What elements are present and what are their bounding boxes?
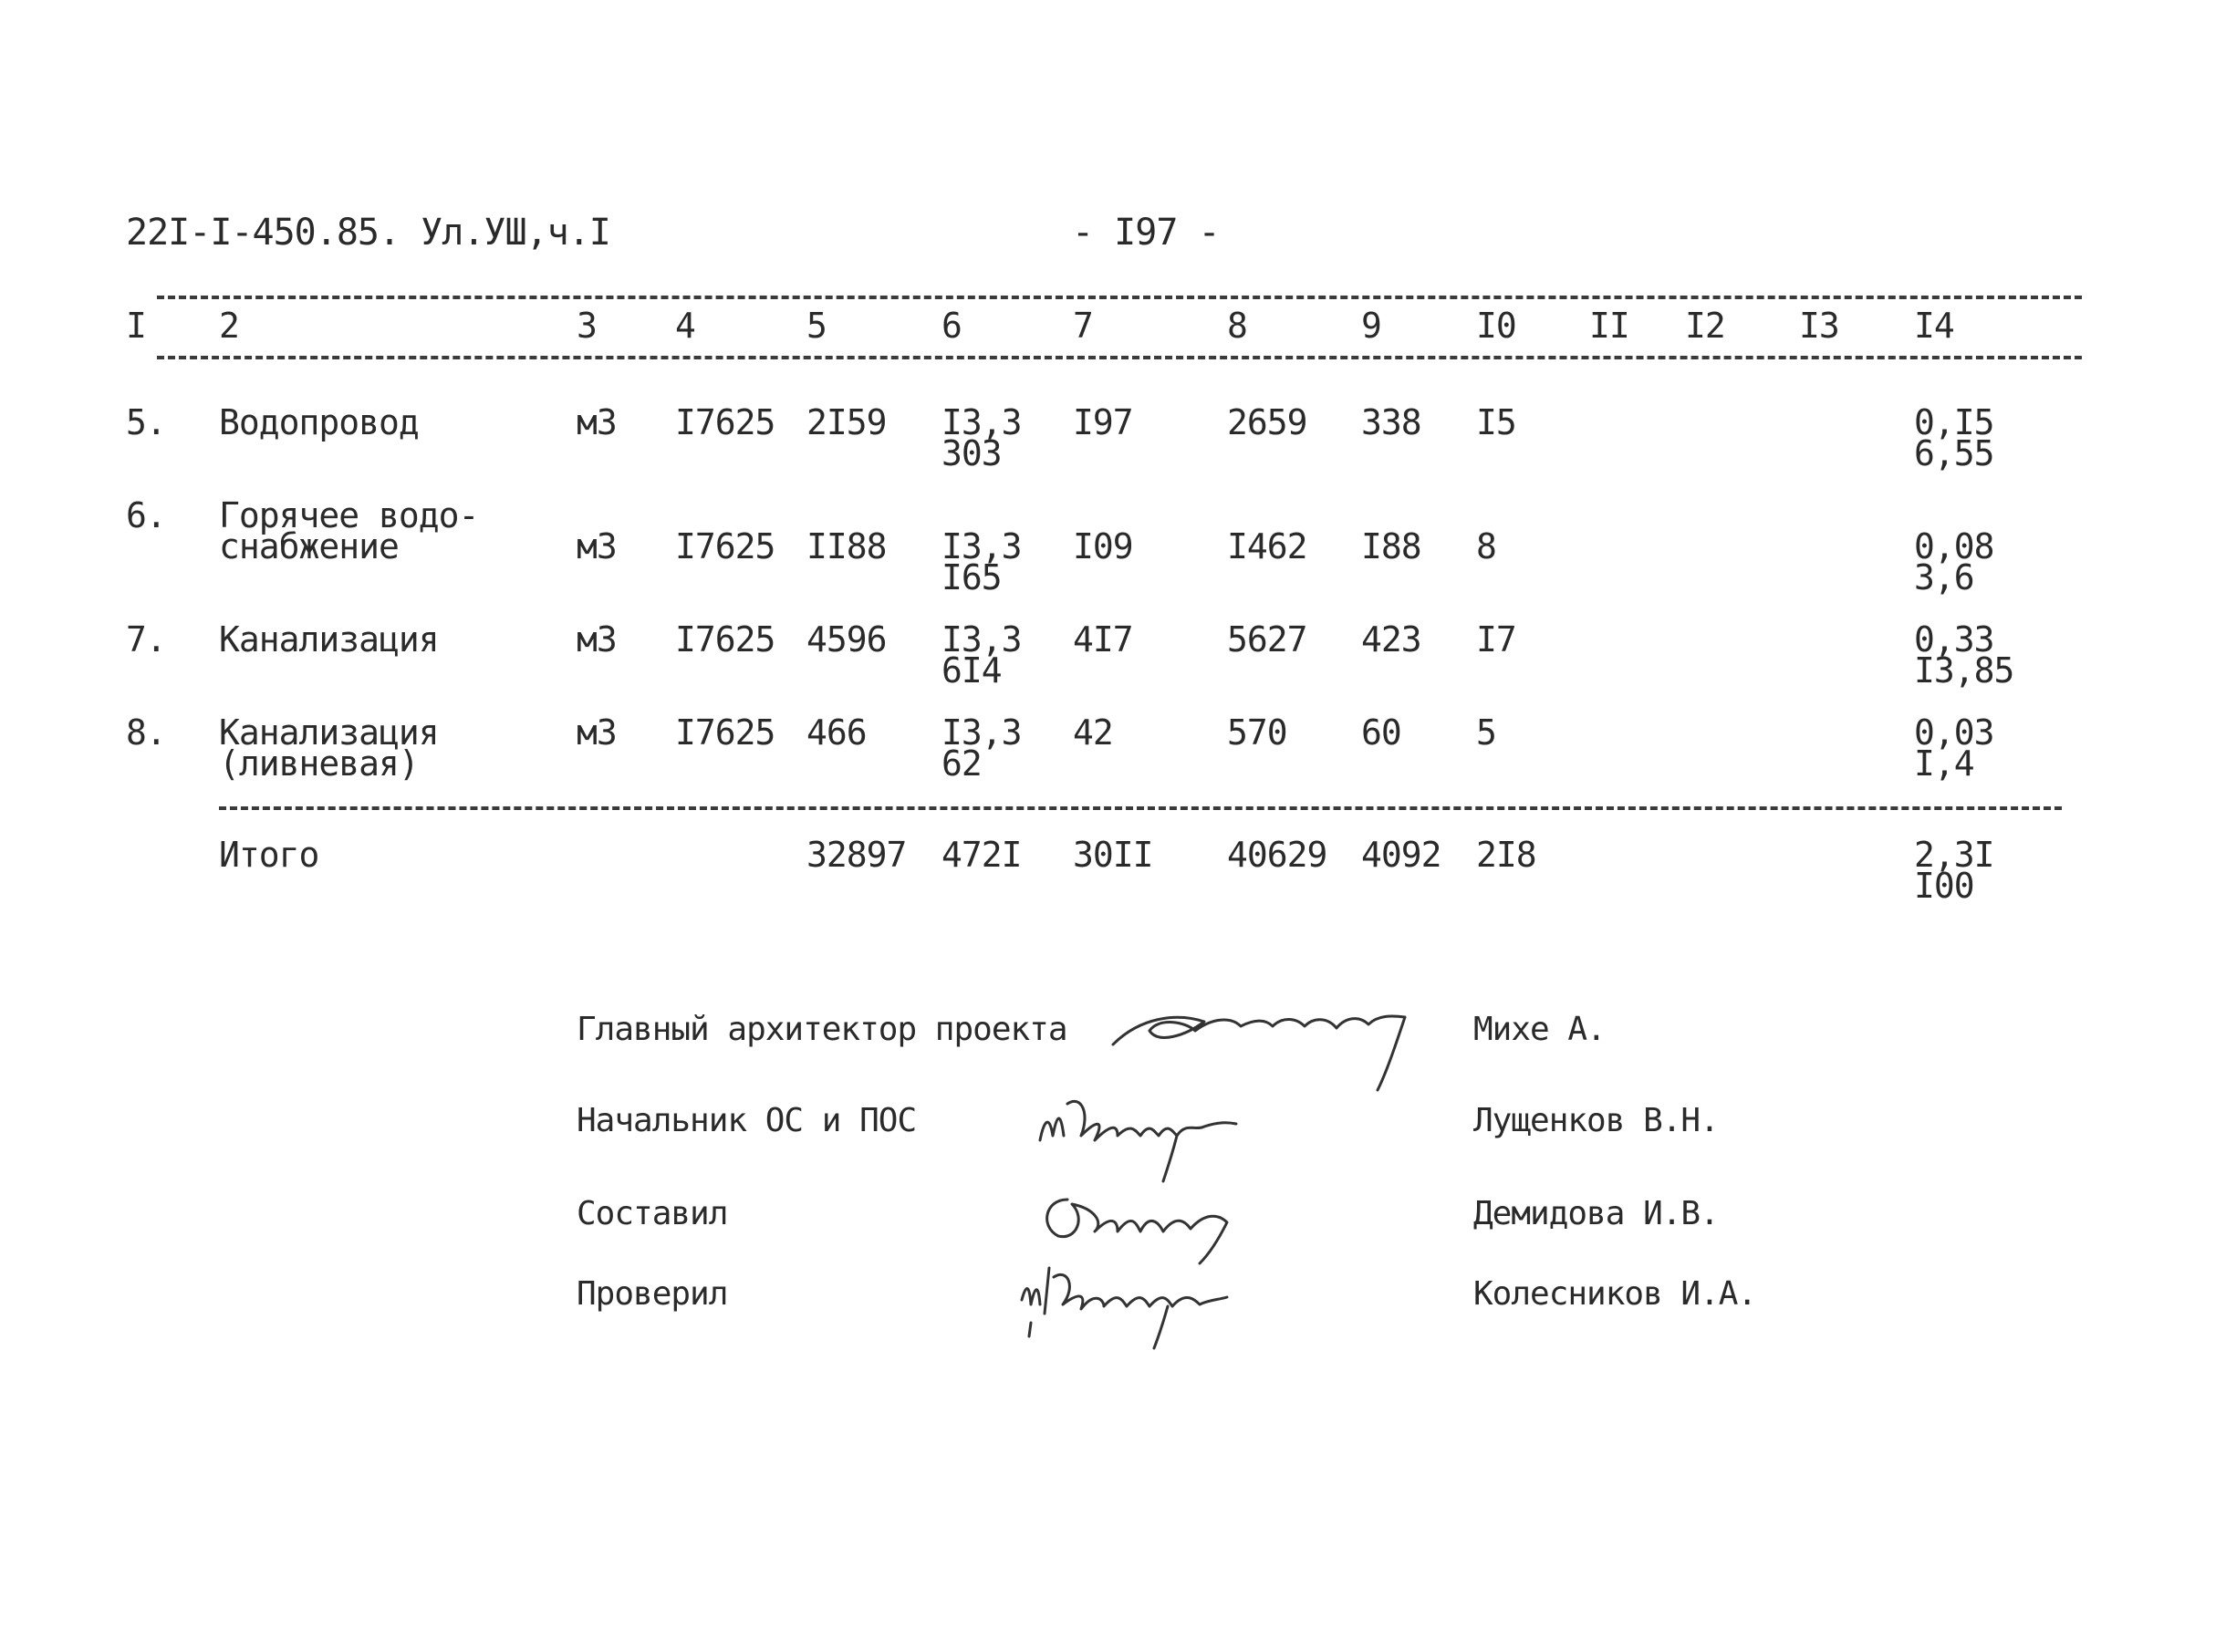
cell: I462 xyxy=(1227,526,1307,566)
cell: I97 xyxy=(1073,402,1133,442)
cell: 8 xyxy=(1476,526,1496,566)
cell: I00 xyxy=(1914,866,1974,906)
cell: 6,55 xyxy=(1914,433,1994,473)
cell: I3,3 xyxy=(941,712,1022,753)
column-header: 8 xyxy=(1227,306,1247,346)
cell: I88 xyxy=(1361,526,1421,566)
column-header: I xyxy=(126,306,146,346)
cell: 570 xyxy=(1227,712,1287,753)
cell: 423 xyxy=(1361,619,1421,660)
cell: 4I7 xyxy=(1073,619,1133,660)
cell: 32897 xyxy=(806,835,907,875)
cell: I09 xyxy=(1073,526,1133,566)
cell: I,4 xyxy=(1914,743,1974,784)
column-header: I0 xyxy=(1476,306,1516,346)
row-name: Горячее водо- xyxy=(219,495,479,535)
cell: 40629 xyxy=(1227,835,1327,875)
page-number: - I97 - xyxy=(1072,212,1220,254)
cell: 0,33 xyxy=(1914,619,1994,660)
cell: 6I4 xyxy=(941,650,1002,691)
row-unit: м3 xyxy=(577,402,617,442)
cell: 2I8 xyxy=(1476,835,1536,875)
cell: 2I59 xyxy=(806,402,887,442)
column-header: 5 xyxy=(806,306,827,346)
cell: I3,3 xyxy=(941,619,1022,660)
signature-role: Проверил xyxy=(577,1275,728,1313)
signature-role: Составил xyxy=(577,1195,728,1232)
cell: 303 xyxy=(941,433,1002,473)
signature-name: Колесников И.А. xyxy=(1473,1275,1757,1313)
column-header: 4 xyxy=(675,306,695,346)
cell: 466 xyxy=(806,712,867,753)
cell: 338 xyxy=(1361,402,1421,442)
signature-scribble xyxy=(1031,1086,1323,1186)
cell: 60 xyxy=(1361,712,1401,753)
row-unit: м3 xyxy=(577,526,617,566)
total-rule xyxy=(219,806,2062,810)
signature-name: Демидова И.В. xyxy=(1473,1195,1719,1232)
cell: 2,3I xyxy=(1914,835,1994,875)
cell: 4092 xyxy=(1361,835,1441,875)
cell: I7625 xyxy=(675,619,775,660)
cell: I7625 xyxy=(675,402,775,442)
total-label: Итого xyxy=(219,835,319,875)
row-number: 5. xyxy=(126,402,166,442)
signature-scribble xyxy=(1104,990,1432,1099)
cell: 3,6 xyxy=(1914,557,1974,597)
table-header-bottom-rule xyxy=(157,356,2082,359)
column-header: II xyxy=(1589,306,1629,346)
signature-role: Главный архитектор проекта xyxy=(577,1011,1067,1048)
cell: 0,I5 xyxy=(1914,402,1994,442)
cell: I65 xyxy=(941,557,1002,597)
row-unit: м3 xyxy=(577,619,617,660)
cell: I3,85 xyxy=(1914,650,2014,691)
cell: I5 xyxy=(1476,402,1516,442)
cell: 5 xyxy=(1476,712,1496,753)
column-header: I2 xyxy=(1685,306,1725,346)
cell: 0,03 xyxy=(1914,712,1994,753)
signature-name: Михе А. xyxy=(1473,1011,1606,1048)
row-name: Канализация xyxy=(219,619,439,660)
column-header: 7 xyxy=(1073,306,1093,346)
row-number: 6. xyxy=(126,495,166,535)
signature-role: Начальник ОС и ПОС xyxy=(577,1102,917,1139)
cell: 0,08 xyxy=(1914,526,1994,566)
cell: I7625 xyxy=(675,526,775,566)
cell: I3,3 xyxy=(941,402,1022,442)
row-name: (ливневая) xyxy=(219,743,419,784)
signature-name: Лущенков В.Н. xyxy=(1473,1102,1719,1139)
cell: I3,3 xyxy=(941,526,1022,566)
column-header: 2 xyxy=(219,306,239,346)
cell: I7625 xyxy=(675,712,775,753)
cell: 30II xyxy=(1073,835,1153,875)
column-header: 6 xyxy=(941,306,962,346)
column-header: 9 xyxy=(1361,306,1381,346)
cell: 472I xyxy=(941,835,1022,875)
column-header: 3 xyxy=(577,306,597,346)
cell: 2659 xyxy=(1227,402,1307,442)
cell: II88 xyxy=(806,526,887,566)
row-number: 7. xyxy=(126,619,166,660)
cell: 5627 xyxy=(1227,619,1307,660)
row-name: Канализация xyxy=(219,712,439,753)
signature-scribble xyxy=(1004,1250,1314,1350)
cell: 62 xyxy=(941,743,982,784)
column-header: I4 xyxy=(1914,306,1954,346)
row-name: Водопровод xyxy=(219,402,419,442)
row-number: 8. xyxy=(126,712,166,753)
row-unit: м3 xyxy=(577,712,617,753)
cell: I7 xyxy=(1476,619,1516,660)
cell: 4596 xyxy=(806,619,887,660)
cell: 42 xyxy=(1073,712,1113,753)
row-name: снабжение xyxy=(219,526,399,566)
table-top-rule xyxy=(157,296,2082,299)
column-header: I3 xyxy=(1799,306,1839,346)
document-code: 22I-I-450.85. Ул.УШ,ч.I xyxy=(126,212,610,254)
